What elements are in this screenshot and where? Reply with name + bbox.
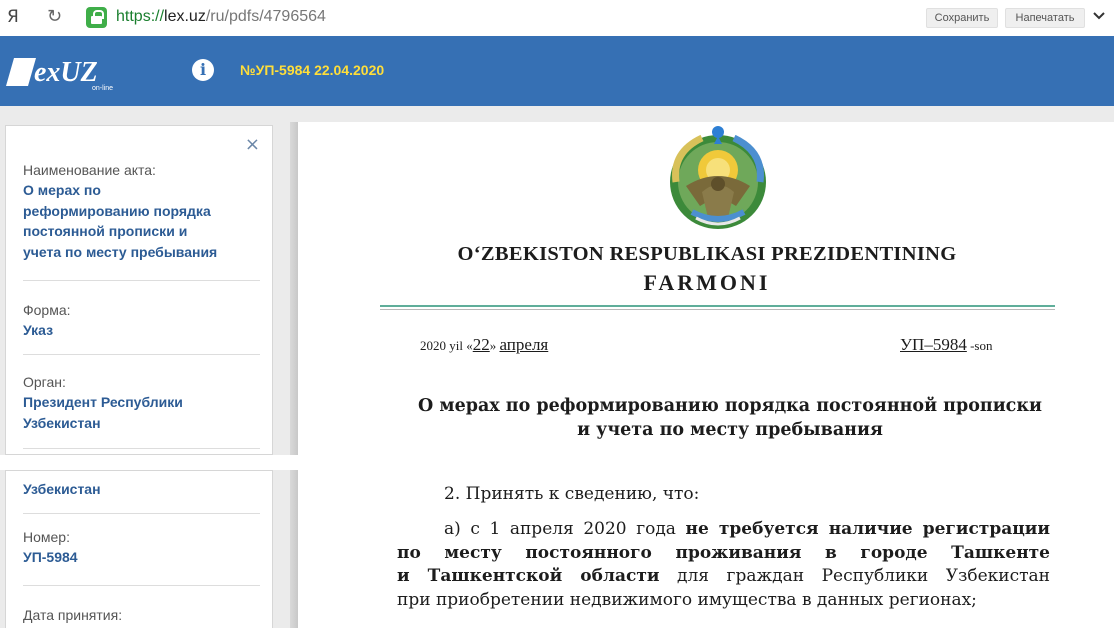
paragraph-line xyxy=(397,518,1050,542)
sidebar-resize-handle[interactable] xyxy=(290,122,298,628)
field-number xyxy=(23,527,260,568)
divider xyxy=(23,513,260,514)
divider xyxy=(23,585,260,586)
text-normal: для граждан Республики Узбекистан xyxy=(659,566,1051,586)
paragraph-body xyxy=(397,518,1050,612)
browser-toolbar xyxy=(0,0,1114,36)
field-organ xyxy=(23,372,260,433)
number-suffix: -son xyxy=(970,338,993,353)
date-prefix: 2020 yil « xyxy=(420,338,473,353)
field-value[interactable] xyxy=(23,392,260,433)
field-label: Орган: xyxy=(23,374,66,390)
text-bold: не требуется наличие регистрации xyxy=(685,519,1051,539)
act-title-line: и учета по месту пребывания xyxy=(577,420,883,440)
divider xyxy=(23,280,260,281)
sidebar-panel-continued xyxy=(5,470,273,628)
save-button[interactable]: Сохранить xyxy=(926,8,998,28)
value-line: О мерах по xyxy=(23,182,101,198)
header-rule-thin xyxy=(380,309,1055,310)
document-subtitle: FARMONI xyxy=(643,270,771,295)
paragraph-line xyxy=(397,542,1050,566)
lexuz-logo[interactable] xyxy=(6,54,142,92)
header-rule xyxy=(380,305,1055,307)
field-value[interactable]: Указ xyxy=(23,322,54,338)
divider xyxy=(23,448,260,449)
document-number-line xyxy=(900,335,992,355)
content-top-strip xyxy=(296,106,1114,122)
reload-icon[interactable]: ↻ xyxy=(47,6,63,27)
document-number: №УП-5984 22.04.2020 xyxy=(240,62,385,78)
act-title xyxy=(380,394,1080,442)
document-date xyxy=(420,335,548,355)
close-icon[interactable]: × xyxy=(244,134,260,155)
info-icon[interactable]: i xyxy=(192,59,214,81)
svg-text:exUZ: exUZ xyxy=(34,57,98,88)
value-line: реформированию порядка xyxy=(23,202,211,219)
text-normal: при приобретении недвижимого имущества в данных регионах; xyxy=(397,589,977,610)
date-mid: » xyxy=(489,338,500,353)
document-title: O‘ZBEKISTON RESPUBLIKASI PREZIDENTINING xyxy=(457,243,957,265)
address-bar[interactable] xyxy=(116,8,326,26)
paragraph-line xyxy=(397,565,1050,589)
print-button[interactable]: Напечатать xyxy=(1005,8,1085,28)
number-value: УП–5984 xyxy=(900,335,967,354)
screenshot-seam xyxy=(0,455,1114,470)
state-emblem xyxy=(662,122,774,234)
text-bold: и Ташкентской области xyxy=(397,566,660,586)
paragraph-intro: 2. Принять к сведению, что: xyxy=(444,484,700,504)
field-value[interactable]: УП-5984 xyxy=(23,549,78,565)
sidebar-panel xyxy=(5,125,273,455)
date-day: 22 xyxy=(472,335,490,354)
value-line: постоянной прописки и xyxy=(23,223,188,239)
logo-subtitle: on-line xyxy=(92,85,114,92)
field-label: Наименование акта: xyxy=(23,162,156,178)
text-normal: а) с 1 апреля 2020 года xyxy=(444,519,686,539)
yandex-icon[interactable]: Я xyxy=(7,7,19,27)
field-form xyxy=(23,300,260,341)
value-line: Президент Республики xyxy=(23,394,183,410)
act-title-line: О мерах по реформированию порядка постоянной прописки xyxy=(418,396,1042,416)
field-value[interactable] xyxy=(23,180,260,262)
field-label: Номер: xyxy=(23,529,70,545)
url-path: /ru/pdfs/4796564 xyxy=(205,8,326,25)
value-line: учета по месту пребывания xyxy=(23,243,218,260)
url-host: lex.uz xyxy=(164,8,206,25)
chevron-down-icon[interactable] xyxy=(1092,9,1106,23)
text-bold: по месту постоянного проживания в городе Ташкенте xyxy=(397,542,1050,563)
value-line: Узбекистан xyxy=(23,414,101,431)
field-value[interactable]: Узбекистан xyxy=(23,481,101,497)
field-act-name xyxy=(23,160,260,262)
field-label: Дата принятия: xyxy=(23,607,123,623)
lock-icon[interactable] xyxy=(86,7,107,28)
divider xyxy=(23,354,260,355)
paragraph-line xyxy=(397,589,1050,613)
field-label: Форма: xyxy=(23,302,71,318)
field-organ-continued xyxy=(23,479,260,500)
url-protocol: https:// xyxy=(116,8,165,25)
site-header xyxy=(0,36,1114,106)
date-month: апреля xyxy=(499,335,549,354)
field-adoption-date xyxy=(23,605,260,625)
